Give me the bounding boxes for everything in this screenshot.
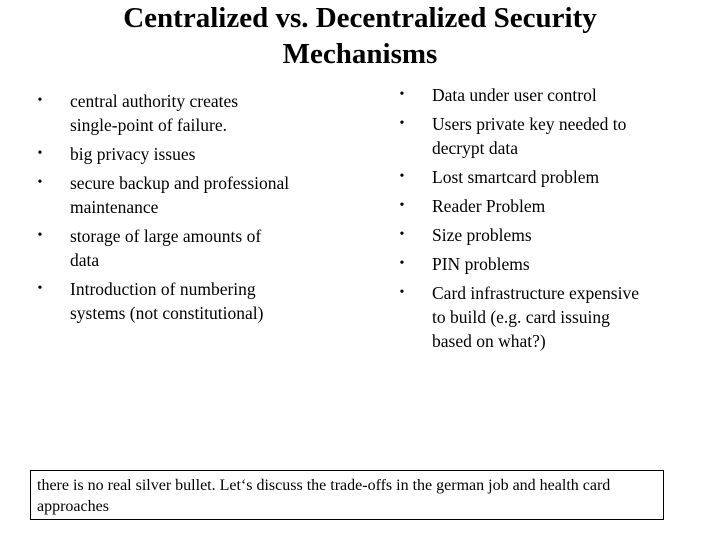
bullet-icon: • bbox=[37, 228, 43, 243]
list-item bbox=[392, 165, 642, 189]
bullet-icon: • bbox=[399, 285, 405, 300]
list-item-text: central authority creates single-point of failure. bbox=[70, 91, 239, 135]
list-item-text: Introduction of numbering systems (not constitutional) bbox=[70, 279, 264, 323]
list-item bbox=[392, 252, 642, 276]
bullet-icon: • bbox=[399, 198, 405, 213]
bullet-icon: • bbox=[399, 87, 405, 102]
centralized-list bbox=[30, 89, 290, 330]
list-item bbox=[30, 171, 290, 219]
list-item-text: Size problems bbox=[432, 225, 532, 245]
slide-title bbox=[40, 0, 680, 72]
bullet-icon: • bbox=[37, 146, 43, 161]
list-item-text: big privacy issues bbox=[70, 144, 196, 164]
slide-title-line-2: Mechanisms bbox=[282, 38, 438, 70]
list-item bbox=[30, 277, 290, 325]
list-item bbox=[30, 142, 290, 166]
bullet-icon: • bbox=[37, 93, 43, 108]
list-item bbox=[392, 281, 642, 353]
list-item-text: Data under user control bbox=[432, 85, 597, 105]
slide-title-line-1: Centralized vs. Decentralized Security bbox=[123, 2, 597, 34]
summary-note-box bbox=[30, 470, 664, 520]
list-item bbox=[392, 112, 642, 160]
list-item-text: Users private key needed to decrypt data bbox=[432, 114, 627, 158]
bullet-icon: • bbox=[399, 227, 405, 242]
list-item bbox=[392, 83, 642, 107]
list-item-text: storage of large amounts of data bbox=[70, 226, 262, 270]
list-item bbox=[30, 224, 290, 272]
list-item bbox=[30, 89, 290, 137]
list-item bbox=[392, 194, 642, 218]
list-item bbox=[392, 223, 642, 247]
list-item-text: secure backup and professional maintenance bbox=[70, 173, 290, 217]
list-item-text: Card infrastructure expensive to build (e.g. card issuing based on what?) bbox=[432, 283, 640, 351]
bullet-icon: • bbox=[399, 256, 405, 271]
list-item-text: Reader Problem bbox=[432, 196, 546, 216]
summary-note-text: there is no real silver bullet. Let‘s discuss the trade-offs in the german job and health card approaches bbox=[37, 477, 611, 515]
bullet-icon: • bbox=[399, 116, 405, 131]
list-item-text: Lost smartcard problem bbox=[432, 167, 600, 187]
bullet-icon: • bbox=[37, 175, 43, 190]
decentralized-list bbox=[392, 83, 642, 358]
bullet-icon: • bbox=[37, 281, 43, 296]
bullet-icon: • bbox=[399, 169, 405, 184]
list-item-text: PIN problems bbox=[432, 254, 530, 274]
